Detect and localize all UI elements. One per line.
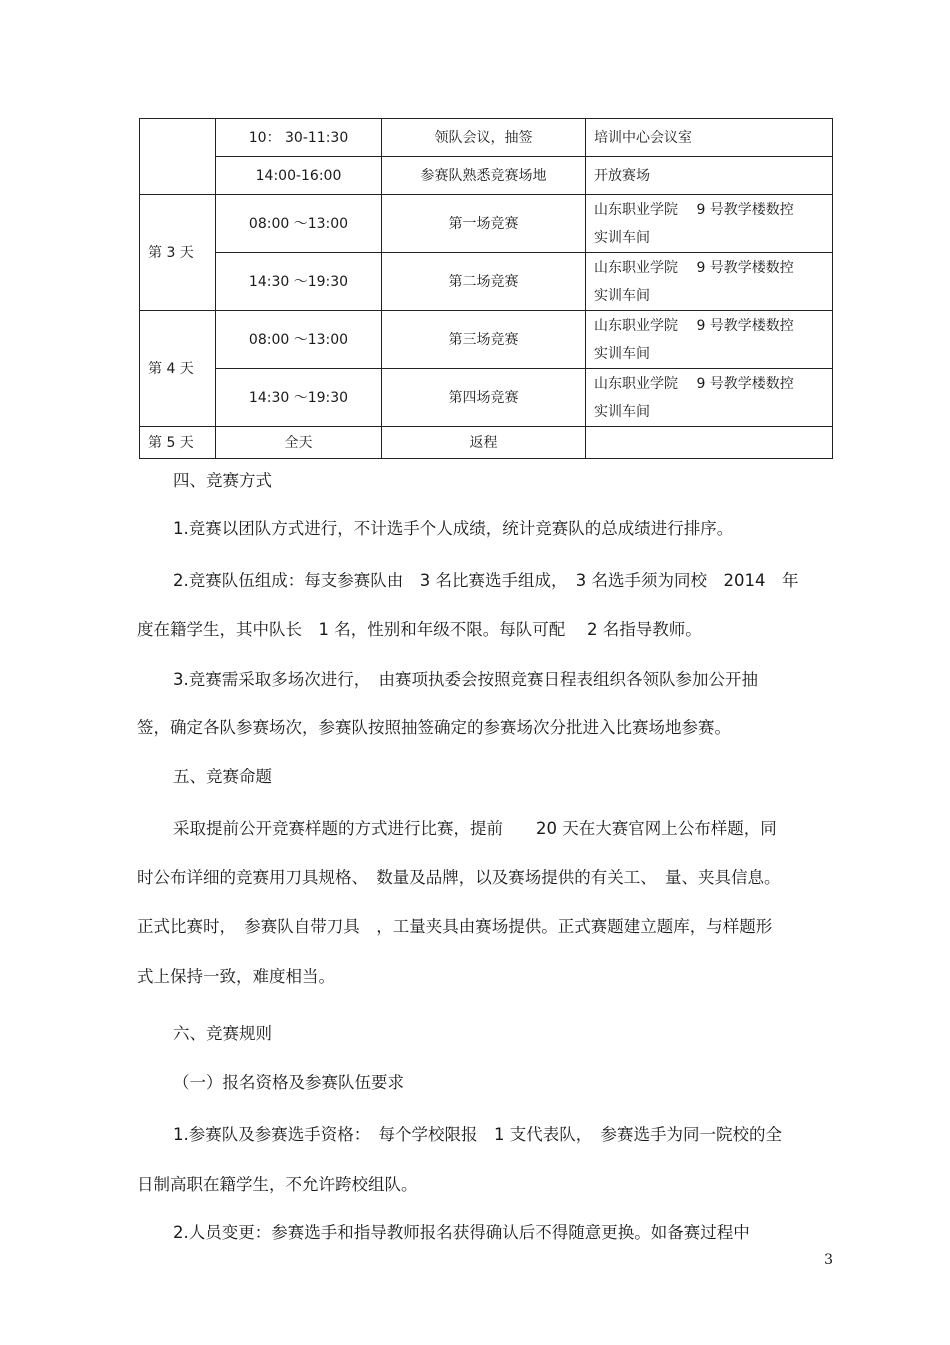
place-line: 山东职业学院 9 号教学楼数控 — [594, 317, 794, 334]
place-cell: 开放赛场 — [586, 157, 833, 195]
table-row — [140, 119, 833, 157]
table-row — [140, 311, 833, 369]
paragraph-line: 时公布详细的竞赛用刀具规格、 数量及品牌，以及赛场提供的有关工、 量、夹具信息。 — [137, 868, 781, 887]
section-heading-6: 六、竞赛规则 — [173, 1024, 272, 1043]
day-cell — [140, 119, 216, 195]
table-row — [140, 195, 833, 253]
activity-cell: 第四场竞赛 — [382, 369, 586, 427]
table-row — [140, 253, 833, 311]
page-number: 3 — [824, 1252, 833, 1268]
place-line: 山东职业学院 9 号教学楼数控 — [594, 201, 794, 218]
paragraph-line: 正式比赛时， 参赛队自带刀具 ，工量夹具由赛场提供。正式赛题建立题库，与样题形 — [137, 917, 773, 936]
day-cell: 第 3 天 — [140, 195, 216, 311]
paragraph-line: 2.人员变更：参赛选手和指导教师报名获得确认后不得随意更换。如备赛过程中 — [173, 1223, 750, 1242]
place-cell — [586, 311, 833, 369]
table-row — [140, 157, 833, 195]
activity-cell: 领队会议，抽签 — [382, 119, 586, 157]
activity-cell: 参赛队熟悉竞赛场地 — [382, 157, 586, 195]
time-cell: 08:00 ～13:00 — [216, 195, 382, 253]
paragraph-line: 3.竞赛需采取多场次进行， 由赛项执委会按照竞赛日程表组织各领队参加公开抽 — [173, 670, 758, 689]
paragraph-line: 式上保持一致，难度相当。 — [137, 967, 335, 986]
activity-cell: 第二场竞赛 — [382, 253, 586, 311]
paragraph-line: 日制高职在籍学生，不允许跨校组队。 — [137, 1175, 418, 1194]
day-cell: 第 5 天 — [140, 427, 216, 459]
activity-cell: 第三场竞赛 — [382, 311, 586, 369]
place-line: 实训车间 — [594, 229, 650, 246]
time-cell: 14:30 ～19:30 — [216, 369, 382, 427]
table-row — [140, 427, 833, 459]
place-cell — [586, 427, 833, 459]
paragraph-line: 1.竞赛以团队方式进行，不计选手个人成绩，统计竞赛队的总成绩进行排序。 — [173, 519, 734, 538]
place-cell — [586, 253, 833, 311]
time-cell: 全天 — [216, 427, 382, 459]
section-heading-5: 五、竞赛命题 — [173, 767, 272, 786]
time-cell: 08:00 ～13:00 — [216, 311, 382, 369]
place-line: 山东职业学院 9 号教学楼数控 — [594, 259, 794, 276]
place-cell: 培训中心会议室 — [586, 119, 833, 157]
paragraph-line: 2.竞赛队伍组成：每支参赛队由 3 名比赛选手组成， 3 名选手须为同校 2014 年 — [173, 571, 799, 590]
day-cell: 第 4 天 — [140, 311, 216, 427]
place-line: 实训车间 — [594, 403, 650, 420]
activity-cell: 返程 — [382, 427, 586, 459]
place-cell — [586, 195, 833, 253]
time-cell: 14:00-16:00 — [216, 157, 382, 195]
time-cell: 14:30 ～19:30 — [216, 253, 382, 311]
subsection-heading: （一）报名资格及参赛队伍要求 — [173, 1073, 404, 1092]
paragraph-line: 1.参赛队及参赛选手资格： 每个学校限报 1 支代表队， 参赛选手为同一院校的全 — [173, 1125, 782, 1144]
paragraph-line: 度在籍学生，其中队长 1 名，性别和年级不限。每队可配 2 名指导教师。 — [137, 620, 702, 639]
paragraph-line: 签，确定各队参赛场次，参赛队按照抽签确定的参赛场次分批进入比赛场地参赛。 — [137, 718, 731, 737]
table-row — [140, 369, 833, 427]
schedule-table — [139, 118, 833, 459]
place-line: 实训车间 — [594, 287, 650, 304]
place-line: 实训车间 — [594, 345, 650, 362]
place-cell — [586, 369, 833, 427]
place-line: 山东职业学院 9 号教学楼数控 — [594, 375, 794, 392]
section-heading-4: 四、竞赛方式 — [173, 471, 272, 490]
time-cell: 10： 30-11:30 — [216, 119, 382, 157]
activity-cell: 第一场竞赛 — [382, 195, 586, 253]
paragraph-line: 采取提前公开竞赛样题的方式进行比赛，提前 20 天在大赛官网上公布样题，同 — [173, 819, 777, 838]
